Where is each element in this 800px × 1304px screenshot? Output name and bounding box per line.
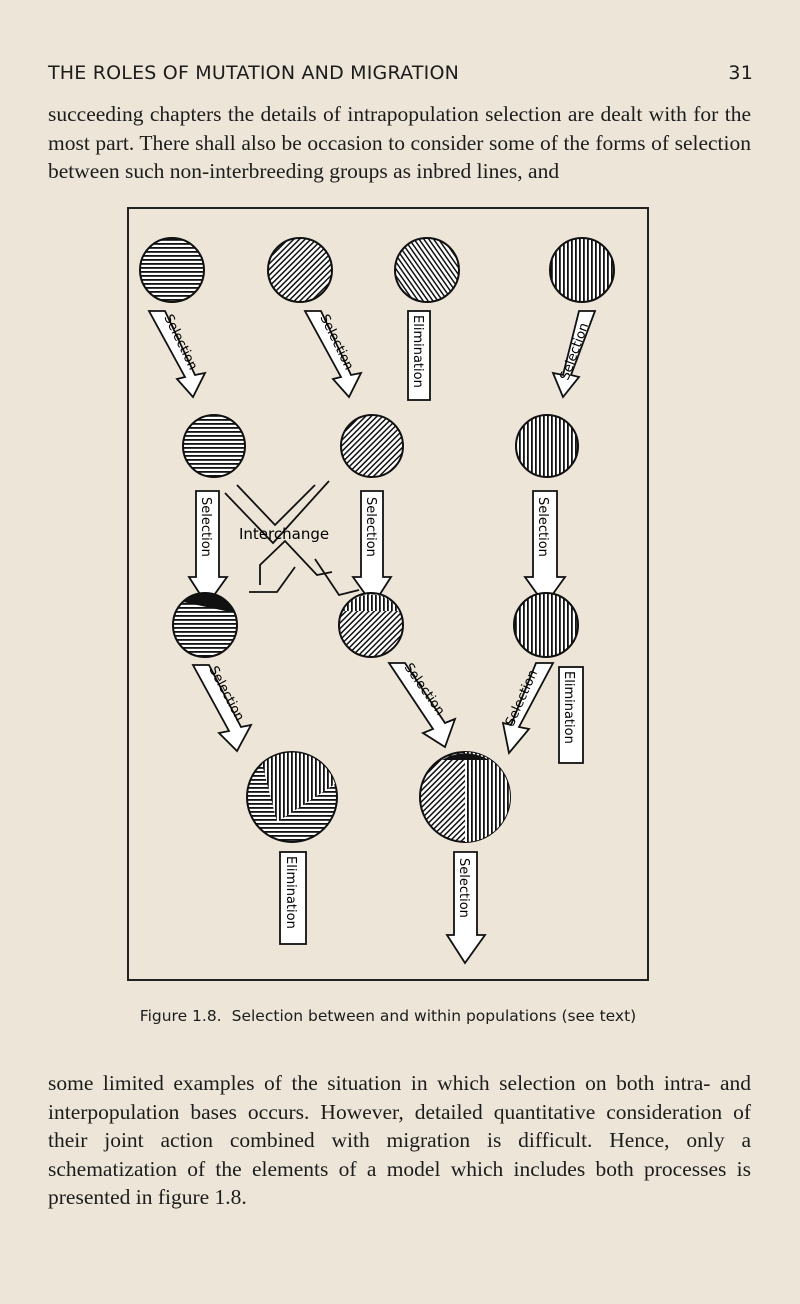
elimination-box-label: Elimination (561, 671, 576, 744)
body-paragraph-top: succeeding chapters the details of intrapopulation selection are dealt with for the most part. There shall also be occasion to consider some of the forms of selection between such non-interbreeding groups as inbred lines, and (48, 102, 751, 183)
selection-arrow-label: Selection (535, 497, 550, 557)
population-circle (514, 593, 578, 657)
elimination-box (559, 667, 583, 763)
population-circle (140, 238, 204, 302)
selection-arrow (353, 491, 391, 605)
figure-caption (127, 1007, 649, 1025)
interchange-arrows (225, 481, 359, 595)
population-circle (173, 593, 237, 657)
selection-arrow-label: Selection (205, 663, 247, 724)
population-circle (341, 415, 403, 477)
selection-arrow (189, 491, 227, 605)
population-circle (420, 752, 510, 842)
running-head-title: THE ROLES OF MUTATION AND MIGRATION (48, 62, 460, 84)
selection-arrow-label: Selection (198, 497, 213, 557)
elimination-box-label: Elimination (410, 315, 425, 388)
population-circle (183, 415, 245, 477)
selection-arrow (503, 663, 553, 753)
elimination-box-label: Elimination (283, 856, 298, 929)
selection-arrow (389, 661, 455, 747)
selection-arrow (193, 664, 251, 751)
selection-arrow-label: Selection (502, 667, 542, 729)
running-head (48, 62, 753, 92)
selection-arrow-label: Selection (160, 312, 201, 373)
selection-arrow (525, 491, 565, 605)
page-number: 31 (728, 62, 753, 84)
figure-diagram (127, 207, 649, 981)
population-circle (247, 752, 337, 842)
selection-arrow-label: Selection (400, 660, 448, 719)
population-circle (339, 593, 403, 657)
selection-arrow-label: Selection (316, 312, 357, 373)
body-paragraph-bottom: some limited examples of the situation in which selection on both intra- and interpopulation bases occurs. However, detailed quantitative consideration of their joint action combined with migration is difficult. Hence, only a schematization of the elements of a model which includes both processes is presented in figure 1.8. (48, 1071, 751, 1209)
elimination-box (280, 852, 306, 944)
selection-arrow-label: Selection (557, 320, 593, 383)
caption-text: Selection between and within populations (see text) (231, 1007, 637, 1025)
selection-arrow-label: Selection (363, 497, 378, 557)
population-circle (516, 415, 578, 477)
selection-arrow (305, 311, 361, 397)
elimination-box (408, 311, 430, 400)
interchange-label: Interchange (239, 525, 330, 543)
selection-arrow (149, 311, 205, 397)
population-circle (268, 238, 332, 302)
selection-arrow (447, 852, 485, 963)
selection-arrow (553, 311, 595, 397)
caption-figure-number: Figure 1.8. (139, 1007, 222, 1025)
population-circle (395, 238, 459, 302)
selection-arrow-label: Selection (456, 858, 471, 918)
population-circle (550, 238, 614, 302)
